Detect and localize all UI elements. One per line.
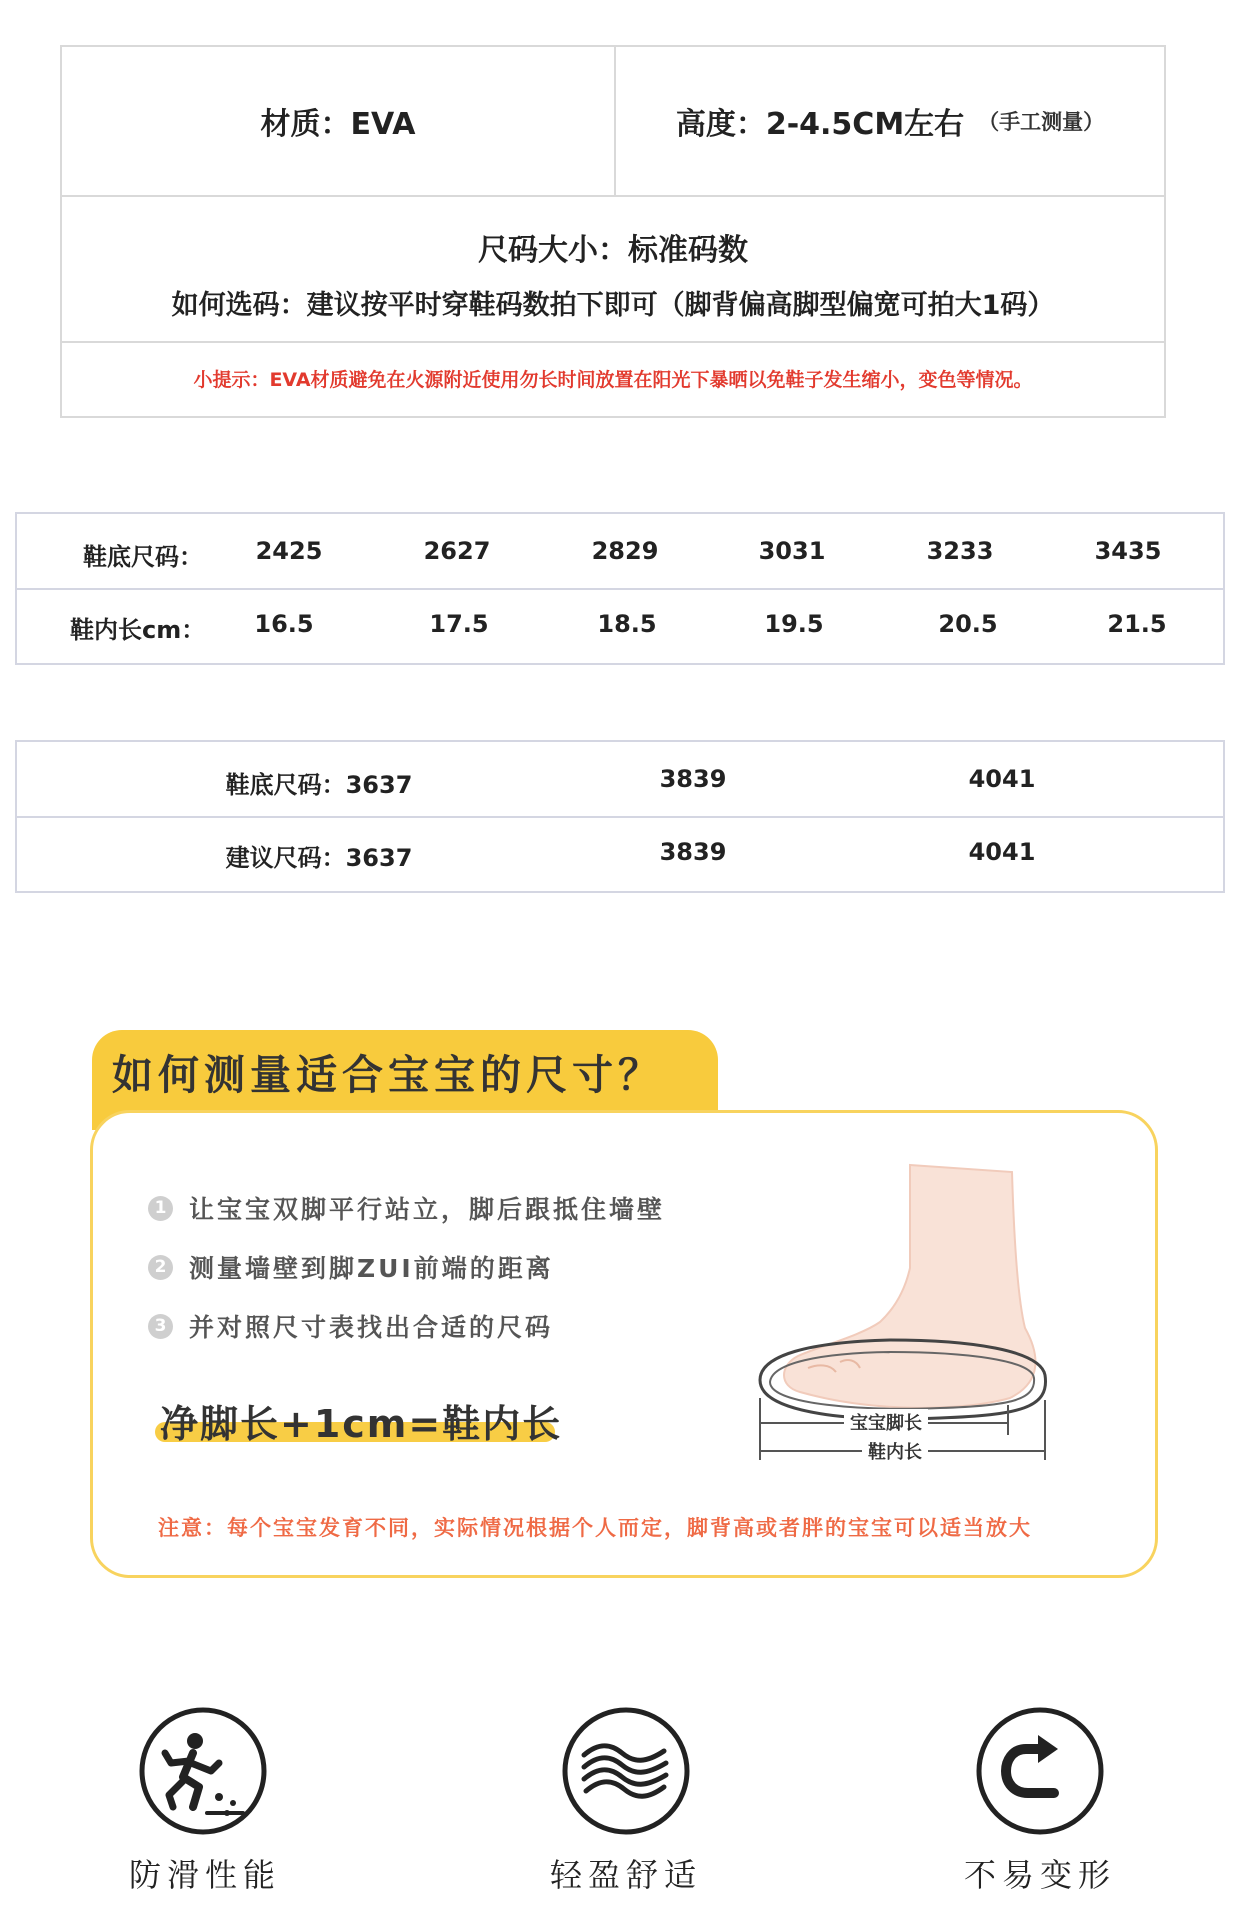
step-number: 3: [148, 1314, 173, 1339]
inner-length-value: 19.5: [764, 610, 824, 638]
tip-text: 小提示：EVA材质避免在火源附近使用勿长时间放置在阳光下暴晒以免鞋子发生缩小，变色等情况。: [193, 369, 1033, 391]
step-2: [148, 1249, 554, 1285]
inner-length-value: 17.5: [429, 610, 489, 638]
recommended-size-value: 3839: [659, 838, 727, 866]
sole-size-value: 3435: [1094, 537, 1162, 565]
recommended-size-value: 4041: [968, 838, 1036, 866]
formula-text: 净脚长+1cm=鞋内长: [160, 1402, 563, 1446]
inner-length-foot-label: 鞋内长: [862, 1438, 928, 1464]
inner-length-value: 16.5: [254, 610, 314, 638]
sole-size-value: 2425: [255, 537, 323, 565]
size-type-text: 尺码大小：标准码数: [478, 233, 748, 268]
sole-size-value: 2627: [423, 537, 491, 565]
feature-label: 轻盈舒适: [549, 1856, 703, 1894]
sole-size-value: 2829: [591, 537, 659, 565]
recommended-size-value: 建议尺码：3637: [225, 844, 413, 872]
height-text: 高度：2-4.5CM左右: [675, 107, 965, 142]
waves-icon: [560, 1705, 692, 1837]
measure-title: 如何测量适合宝宝的尺寸？: [112, 1051, 664, 1099]
sole-size-value: 3233: [926, 537, 994, 565]
inner-length-value: 21.5: [1107, 610, 1167, 638]
sole-size-label: 鞋底尺码：: [83, 543, 203, 571]
step-text: 测量墙壁到脚ZUI前端的距离: [189, 1254, 554, 1283]
sole-size-value: 3031: [758, 537, 826, 565]
feature-label: 不易变形: [963, 1856, 1117, 1894]
info-row-tip: [62, 341, 1164, 416]
material-cell: [62, 47, 616, 195]
info-table: [60, 45, 1166, 418]
step-3: [148, 1308, 553, 1344]
step-number: 1: [148, 1196, 173, 1221]
size-row-recommended: [17, 816, 1223, 891]
step-1: [148, 1190, 665, 1226]
foot-icon: [784, 1165, 1035, 1408]
size-table-1: [15, 512, 1225, 665]
sole-size-large-value: 4041: [968, 765, 1036, 793]
inner-length-value: 20.5: [938, 610, 998, 638]
anti-slip-icon: [137, 1705, 269, 1837]
material-text: 材质：EVA: [260, 107, 416, 142]
measure-note: 注意：每个宝宝发育不同，实际情况根据个人而定，脚背高或者胖的宝宝可以适当放大: [158, 1516, 1032, 1540]
size-row-inner-length: [17, 588, 1223, 663]
how-to-choose-text: 如何选码：建议按平时穿鞋码数拍下即可（脚背偏高脚型偏宽可拍大1码）: [171, 290, 1055, 321]
inner-length-value: 18.5: [597, 610, 657, 638]
step-text: 让宝宝双脚平行站立，脚后跟抵住墙壁: [189, 1195, 666, 1224]
step-number: 2: [148, 1255, 173, 1280]
return-arrow-icon: [974, 1705, 1106, 1837]
size-row-sole: [17, 514, 1223, 590]
size-row-sole-large: [17, 742, 1223, 818]
height-cell: [614, 47, 1166, 195]
size-table-2: [15, 740, 1225, 893]
inner-length-label: 鞋内长cm：: [70, 616, 206, 644]
sole-size-large-value: 3839: [659, 765, 727, 793]
feature-label: 防滑性能: [128, 1856, 282, 1894]
info-row-material-height: [62, 47, 1164, 197]
info-row-size: [62, 195, 1164, 343]
sole-size-large-value: 鞋底尺码：3637: [225, 771, 413, 799]
height-note: （手工测量）: [978, 110, 1105, 134]
step-text: 并对照尺寸表找出合适的尺码: [189, 1313, 554, 1342]
foot-length-label: 宝宝脚长: [844, 1409, 928, 1435]
